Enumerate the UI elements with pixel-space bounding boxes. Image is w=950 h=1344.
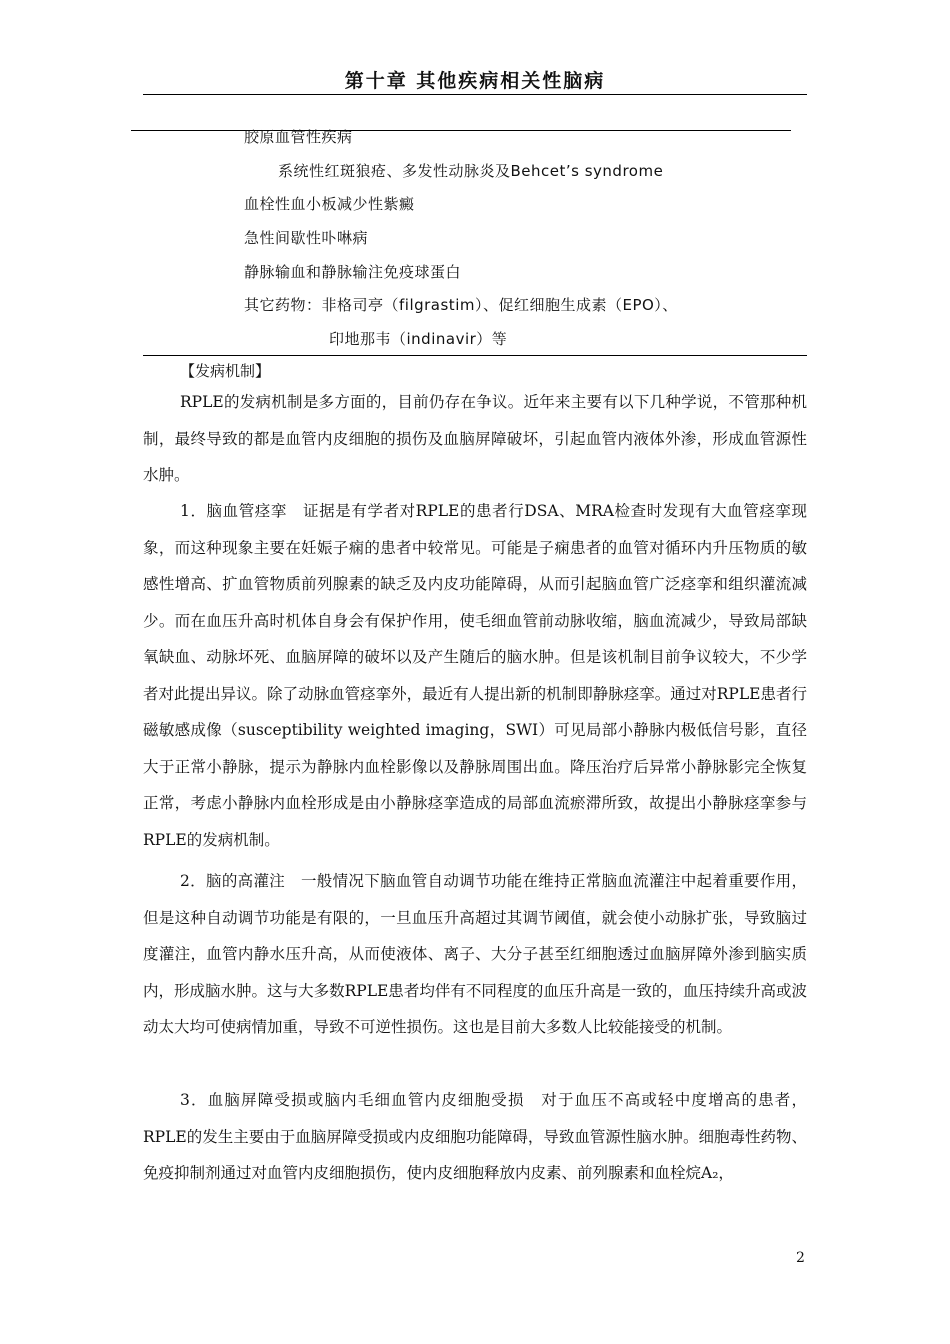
section-title: 【发病机制】 [180, 362, 271, 380]
page-header-title: 第十章 其他疾病相关性脑病 [344, 70, 606, 92]
box-line-sle: 系统性红斑狼疮、多发性动脉炎及Behcet’s syndrome [278, 162, 664, 180]
box-line-indinavir: 印地那韦（indinavir）等 [329, 330, 508, 348]
paragraph-vasospasm: 1．脑血管痉挛 证据是有学者对RPLE的患者行DSA、MRA检查时发现有大血管痉挛现象，而这种现象主要在妊娠子痫的患者中较常见。可能是子痫患者的血管对循环内升压物质的敏感性增高、扩血管物质前列腺素的缺乏及内皮功能障碍，从而引起脑血管广泛痉挛和组织灌流减少。而在血压升高时机体自身会有保护作用，使毛细血管前动脉收缩，脑血流减少，导致局部缺氧缺血、动脉坏死、血脑屏障的破坏以及产生随后的脑水肿。但是该机制目前争议较大，不少学者对此提出异议。除了动脉血管痉挛外，最近有人提出新的机制即静脉痉挛。通过对RPLE患者行磁敏感成像（susceptibility weighted imaging，SWI）可见局部小静脉内极低信号影，直径大于正常小静脉，提示为静脉内血栓影像以及静脉周围出血。降压治疗后异常小静脉影完全恢复正常，考虑小静脉内血栓形成是由小静脉痉挛造成的局部血流瘀滞所致，故提出小静脉痉挛参与RPLE的发病机制。 [143, 502, 807, 849]
paragraph-intro: RPLE的发病机制是多方面的，目前仍存在争议。近年来主要有以下几种学说，不管那种机制，最终导致的都是血管内皮细胞的损伤及血脑屏障破坏，引起血管内液体外渗，形成血管源性水肿。 [143, 393, 807, 484]
paragraph-bbb: 3．血脑屏障受损或脑内毛细血管内皮细胞受损 对于血压不高或轻中度增高的患者，RPLE的发生主要由于血脑屏障受损或内皮细胞功能障碍，导致血管源性脑水肿。细胞毒性药物、免疫抑制剂通过对血管内皮细胞损伤，使内皮细胞释放内皮素、前列腺素和血栓烷A₂， [143, 1091, 807, 1182]
table-bottom-rule [143, 355, 807, 356]
box-line-porphyria: 急性间歇性卟啉病 [244, 229, 369, 247]
box-line-collagen: 胶原血管性疾病 [244, 128, 353, 146]
table-top-rule [131, 130, 791, 131]
box-line-ivig: 静脉输血和静脉输注免疫球蛋白 [244, 263, 462, 281]
paragraph-hyperperfusion: 2．脑的高灌注 一般情况下脑血管自动调节功能在维持正常脑血流灌注中起着重要作用，但是这种自动调节功能是有限的，一旦血压升高超过其调节阈值，就会使小动脉扩张，导致脑过度灌注，血管内静水压升高，从而使液体、离子、大分子甚至红细胞透过血脑屏障外渗到脑实质内，形成脑水肿。这与大多数RPLE患者均伴有不同程度的血压升高是一致的，血压持续升高或波动太大均可使病情加重，导致不可逆性损伤。这也是目前大多数人比较能接受的机制。 [143, 872, 807, 1036]
box-line-drugs: 其它药物：非格司亭（filgrastim）、促红细胞生成素（EPO）、 [244, 296, 678, 314]
page-number: 2 [796, 1250, 805, 1266]
box-line-ttp: 血栓性血小板减少性紫癜 [244, 195, 415, 213]
header-divider [143, 94, 807, 95]
